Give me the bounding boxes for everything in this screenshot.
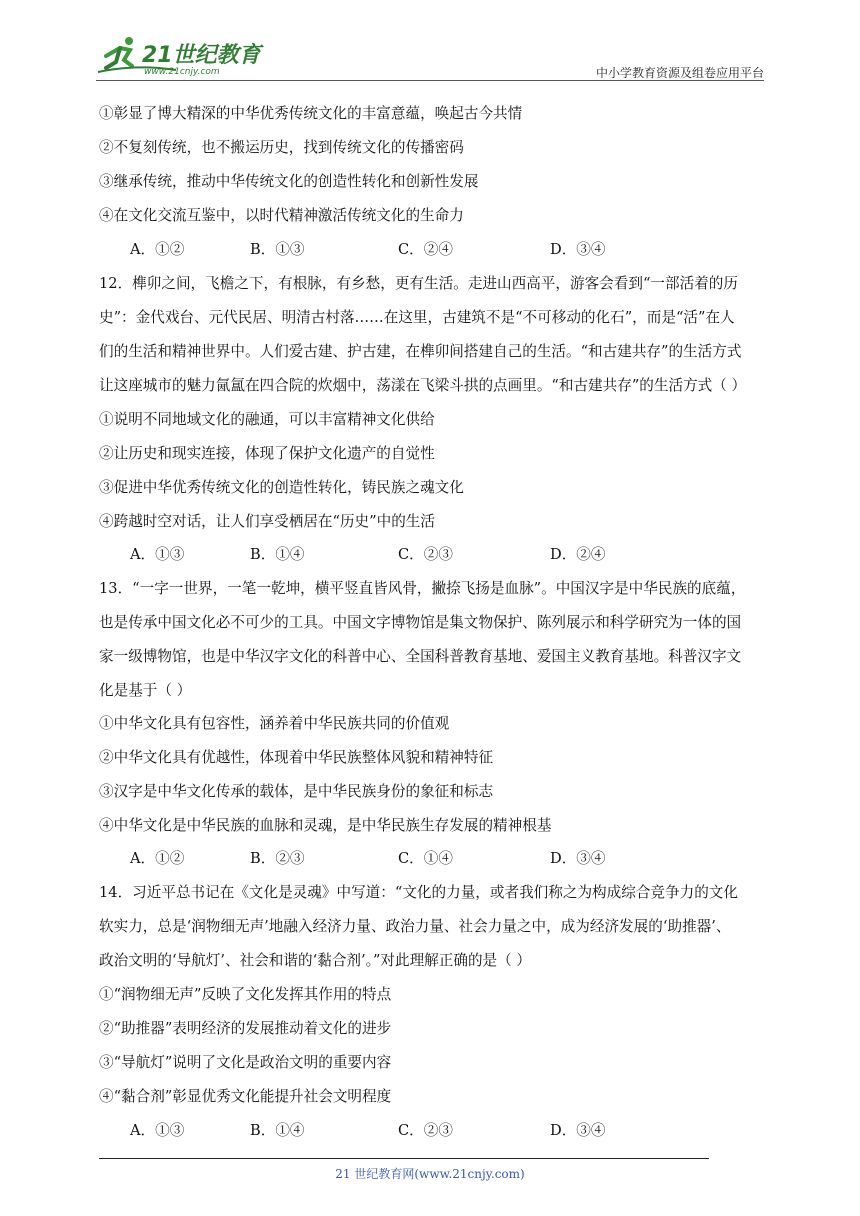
q14-item-1: ①“润物细无声”反映了文化发挥其作用的特点 [99,986,392,1003]
q12-item-3: ③促进中华优秀传统文化的创造性转化，铸民族之魂文化 [99,479,464,496]
page-header [96,34,764,80]
q13-item-2: ②中华文化具有优越性，体现着中华民族整体风貌和精神特征 [99,749,494,766]
q14-item-3: ③“导航灯”说明了文化是政治文明的重要内容 [99,1054,392,1071]
q12-option-c[interactable]: C．②③ [398,546,453,563]
header-platform-text: 中小学教育资源及组卷应用平台 [595,66,764,80]
logo-text: 21世纪教育 [142,43,261,68]
footer-text[interactable]: 21 世纪教育网(www.21cnjy.com) [335,1167,525,1181]
q11-option-a[interactable]: A．①② [130,241,185,258]
q11-item-4: ④在文化交流互鉴中，以时代精神激活传统文化的生命力 [99,207,464,224]
q11-option-d[interactable]: D．③④ [550,241,606,258]
q13-stem-line-3: 家一级博物馆，也是中华汉字文化的科普中心、全国科普教育基地、爱国主义教育基地。科普汉字文 [99,648,742,665]
q14-option-b[interactable]: B．①④ [250,1122,305,1139]
q12-item-4: ④跨越时空对话，让人们享受栖居在“历史”中的生活 [99,513,435,530]
logo [96,34,266,78]
q13-option-a[interactable]: A．①② [130,850,185,867]
q13-option-b[interactable]: B．②③ [250,850,305,867]
q12-option-a[interactable]: A．①③ [130,546,185,563]
q12-option-b[interactable]: B．①④ [250,546,305,563]
q13-option-d[interactable]: D．③④ [550,850,606,867]
logo-url: www.21cnjy.com [144,67,220,77]
q14-item-2: ②“助推器”表明经济的发展推动着文化的进步 [99,1020,392,1037]
q12-stem-line-1: 12．榫卯之间，飞檐之下，有根脉，有乡愁，更有生活。走进山西高平，游客会看到“一部活着的历 [99,275,738,292]
q11-option-c[interactable]: C．②④ [398,241,453,258]
q13-item-4: ④中华文化是中华民族的血脉和灵魂，是中华民族生存发展的精神根基 [99,817,552,834]
q12-stem-line-2: 史”：金代戏台、元代民居、明清古村落……在这里，古建筑不是“不可移动的化石”，而是“活”在人 [99,309,735,326]
q14-stem-line-1: 14．习近平总书记在《文化是灵魂》中写道：“文化的力量，或者我们称之为构成综合竞争力的文化 [99,884,738,901]
q14-stem-line-2: 软实力，总是‘润物细无声’地融入经济力量、政治力量、社会力量之中，成为经济发展的‘助推器’、 [99,918,731,935]
q12-item-2: ②让历史和现实连接，体现了保护文化遗产的自觉性 [99,445,435,462]
q13-stem-line-2: 也是传承中国文化必不可少的工具。中国文字博物馆是集文物保护、陈列展示和科学研究为一体的国 [99,614,742,631]
q13-item-3: ③汉字是中华文化传承的载体，是中华民族身份的象征和标志 [99,783,494,800]
q11-item-1: ①彰显了博大精深的中华优秀传统文化的丰富意蕴，唤起古今共情 [99,105,523,122]
q11-item-3: ③继承传统，推动中华传统文化的创造性转化和创新性发展 [99,173,479,190]
q11-item-2: ②不复刻传统，也不搬运历史，找到传统文化的传播密码 [99,139,464,156]
q13-stem-line-4: 化是基于（ ） [99,682,192,699]
q11-option-b[interactable]: B．①③ [250,241,305,258]
q14-stem-line-3: 政治文明的‘导航灯’、社会和谐的‘黏合剂’。”对此理解正确的是（ ） [99,952,531,969]
q14-option-a[interactable]: A．①③ [130,1122,185,1139]
q12-item-1: ①说明不同地域文化的融通，可以丰富精神文化供给 [99,411,435,428]
q12-stem-line-4: 让这座城市的魅力氤氲在四合院的炊烟中，荡漾在飞梁斗拱的点画里。“和古建共存”的生活方式（ ） [99,377,747,394]
q13-option-c[interactable]: C．①④ [398,850,453,867]
q14-option-d[interactable]: D．③④ [550,1122,606,1139]
header-divider [96,80,764,81]
q14-item-4: ④“黏合剂”彰显优秀文化能提升社会文明程度 [99,1088,392,1105]
q14-option-c[interactable]: C．②③ [398,1122,453,1139]
footer-divider [99,1158,709,1159]
q12-stem-line-3: 们的生活和精神世界中。人们爱古建、护古建，在榫卯间搭建自己的生活。“和古建共存”的生活方式 [99,343,742,360]
q13-item-1: ①中华文化具有包容性，涵养着中华民族共同的价值观 [99,715,450,732]
q12-option-d[interactable]: D．②④ [550,546,606,563]
q13-stem-line-1: 13．“一字一世界，一笔一乾坤，横平竖直皆风骨，撇捺飞扬是血脉”。中国汉字是中华民族的底蕴， [99,580,746,597]
